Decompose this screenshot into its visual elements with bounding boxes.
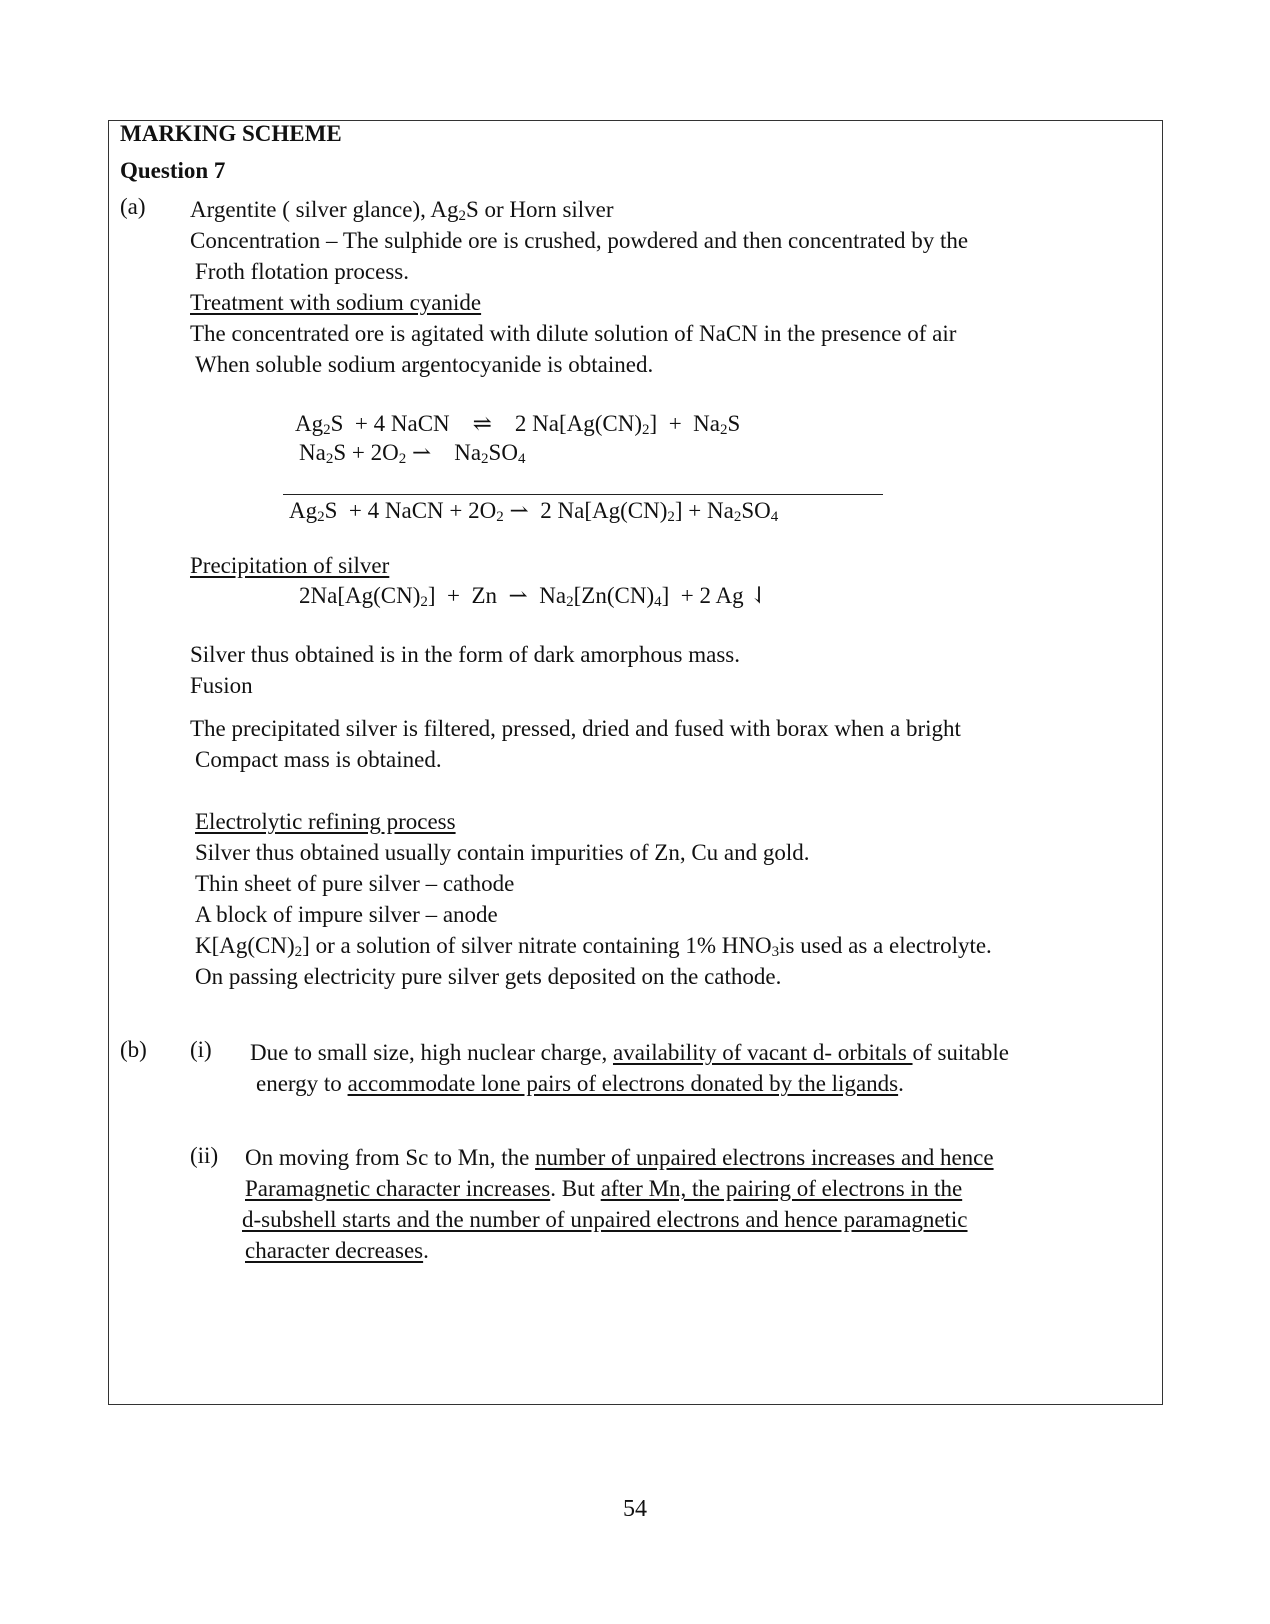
- electrolytic-line-1: Silver thus obtained usually contain impurities of Zn, Cu and gold.: [195, 840, 810, 865]
- fusion-heading: Fusion: [190, 673, 253, 698]
- part-b-label: (b): [120, 1037, 147, 1062]
- fusion-line-2: Compact mass is obtained.: [195, 747, 442, 772]
- treatment-heading: Treatment with sodium cyanide: [190, 290, 482, 315]
- concentration-line-1: Concentration – The sulphide ore is crushed, powdered and then concentrated by the: [190, 228, 969, 253]
- electrolytic-line-5: On passing electricity pure silver gets deposited on the cathode.: [195, 964, 782, 989]
- equation-sum-rule: [283, 494, 883, 495]
- part-b-ii-line-2: Paramagnetic character increases. But after Mn, the pairing of electrons in the: [245, 1176, 963, 1201]
- ore-line: Argentite ( silver glance), $Ag_2S$ or Horn silver: [190, 197, 614, 224]
- part-a-label: (a): [120, 194, 146, 219]
- fusion-line-1: The precipitated silver is filtered, pressed, dried and fused with borax when a bright: [190, 716, 961, 741]
- part-b-ii-line-1: On moving from Sc to Mn, the number of unpaired electrons increases and hence: [245, 1145, 994, 1170]
- equation-3: $Ag_2S + 4$ NaCN + $2O_2$ ⇀ 2 $Na[Ag(CN)_2] + Na_2SO_4$: [289, 498, 779, 525]
- treatment-line-2: When soluble sodium argentocyanide is obtained.: [195, 352, 654, 377]
- part-b-i-line-2: energy to accommodate lone pairs of electrons donated by the ligands.: [256, 1071, 904, 1096]
- treatment-line-1: The concentrated ore is agitated with dilute solution of NaCN in the presence of air: [190, 321, 957, 346]
- equation-1: $Ag_2S + 4$ NaCN ⇌ 2 $Na[Ag(CN)_2] + Na_2S$: [295, 411, 741, 438]
- equation-2: $Na_2S + 2O_2$ ⇀ $Na_2SO_4$: [299, 440, 526, 467]
- electrolytic-heading: Electrolytic refining process: [195, 809, 456, 834]
- part-b-i-line-1: Due to small size, high nuclear charge, availability of vacant d- orbitals of suitable: [250, 1040, 1009, 1065]
- precipitation-heading: Precipitation of silver: [190, 553, 390, 578]
- electrolytic-line-2: Thin sheet of pure silver – cathode: [195, 871, 515, 896]
- part-b-ii-line-3: d-subshell starts and the number of unpaired electrons and hence paramagnetic: [242, 1207, 968, 1232]
- page-number: 54: [623, 1496, 647, 1522]
- electrolytic-line-3: A block of impure silver – anode: [195, 902, 498, 927]
- equation-4: $2Na[Ag(CN)_2] + Zn$ ⇀ $Na_2[Zn(CN)_4] + 2$ Ag ⇃: [299, 583, 769, 610]
- marking-scheme-title: MARKING SCHEME: [120, 121, 342, 146]
- question-heading: Question 7: [120, 158, 226, 183]
- electrolytic-line-4: $K[Ag(CN)_2]$ or a solution of silver nitrate containing 1% $HNO_3is$ used as a electrolyte.: [195, 933, 992, 960]
- part-b-i-label: (i): [190, 1037, 212, 1062]
- part-b-ii-label: (ii): [190, 1143, 219, 1168]
- silver-form-line: Silver thus obtained is in the form of dark amorphous mass.: [190, 642, 741, 667]
- concentration-line-2: Froth flotation process.: [195, 259, 409, 284]
- part-b-ii-line-4: character decreases.: [245, 1238, 429, 1263]
